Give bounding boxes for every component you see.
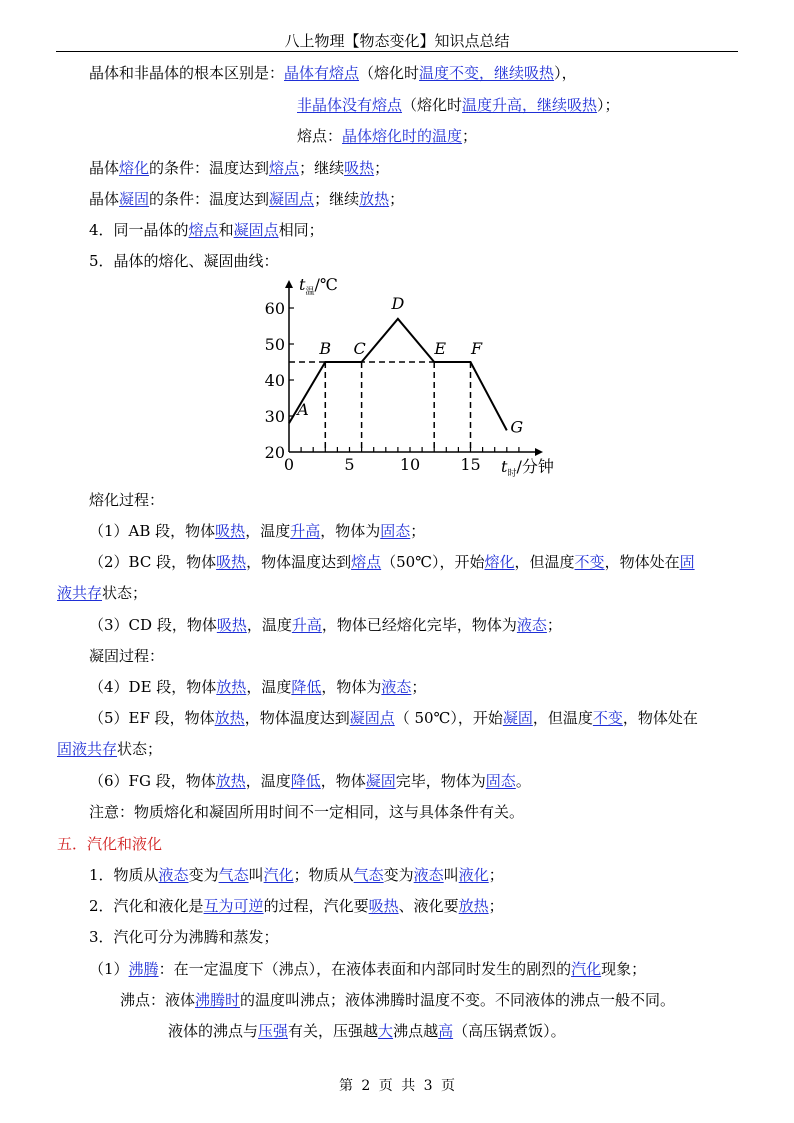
answer-blank: 温度不变，继续吸热 <box>419 64 555 82</box>
text-run: ；继续 <box>299 159 345 177</box>
text-run: 熔化过程： <box>89 491 165 509</box>
text-line <box>297 126 477 146</box>
answer-blank: 熔化 <box>484 553 515 571</box>
text-run: 状态； <box>102 584 148 602</box>
answer-blank: 不变 <box>592 709 623 727</box>
text-run: 沸点越 <box>393 1022 439 1040</box>
text-run: 相同； <box>278 221 324 239</box>
text-run: 变为 <box>383 866 414 884</box>
answer-blank: 熔点 <box>269 159 300 177</box>
answer-blank: 气态 <box>218 866 249 884</box>
header-divider <box>56 51 738 52</box>
answer-blank: 吸热 <box>368 897 399 915</box>
text-line <box>89 896 504 916</box>
x-axis-symbol: t <box>501 457 508 476</box>
answer-blank: 液共存 <box>57 584 103 602</box>
text-run: ； <box>488 897 504 915</box>
answer-blank: 固液共存 <box>57 740 118 758</box>
answer-blank: 吸热 <box>344 159 375 177</box>
text-run: 的温度叫沸点；液体沸腾时温度不变。不同液体的沸点一般不同。 <box>240 991 676 1009</box>
answer-blank: 液化 <box>458 866 489 884</box>
answer-blank: 吸热 <box>215 522 246 540</box>
y-tick-label: 30 <box>264 407 285 426</box>
text-run: ，温度 <box>245 522 291 540</box>
answer-blank: 凝固 <box>365 772 396 790</box>
text-run: 完毕，物体为 <box>395 772 486 790</box>
text-line <box>89 615 562 635</box>
answer-blank: 非晶体没有熔点 <box>297 96 403 114</box>
answer-blank: 放热 <box>359 190 390 208</box>
text-run: 叫 <box>248 866 264 884</box>
text-run: 沸点：液体 <box>120 991 196 1009</box>
y-axis-label <box>299 275 338 297</box>
text-run: ； <box>546 616 562 634</box>
answer-blank: 液态 <box>413 866 444 884</box>
text-run: （6）FG 段，物体 <box>89 772 216 790</box>
answer-blank: 熔化 <box>119 159 150 177</box>
text-run: ，物体处在 <box>622 709 698 727</box>
answer-blank: 放热 <box>215 772 246 790</box>
text-line <box>89 646 164 666</box>
y-tick-label: 50 <box>264 335 285 354</box>
text-run: （1）AB 段，物体 <box>89 522 216 540</box>
answer-blank: 液态 <box>158 866 189 884</box>
answer-blank: 放热 <box>214 709 245 727</box>
text-line <box>120 990 675 1010</box>
text-line <box>89 63 577 83</box>
point-label-C: C <box>353 339 366 358</box>
text-run: 注意：物质熔化和凝固所用时间不一定相同，这与具体条件有关。 <box>89 803 525 821</box>
text-run: ，物体 <box>320 772 366 790</box>
answer-blank: 升高 <box>290 522 321 540</box>
text-run: 5．晶体的熔化、凝固曲线： <box>89 252 279 270</box>
point-label-A: A <box>297 400 309 420</box>
answer-blank: 凝固点 <box>349 709 395 727</box>
text-run: ，温度 <box>246 616 292 634</box>
y-axis-arrow <box>285 280 293 288</box>
text-run: ，物体处在 <box>604 553 680 571</box>
text-line <box>89 802 524 822</box>
text-run: ； <box>488 866 504 884</box>
point-label-F: F <box>470 339 483 358</box>
y-axis-unit: /℃ <box>314 275 338 294</box>
text-line <box>89 220 324 240</box>
x-axis-label <box>501 457 554 479</box>
text-run: ，温度 <box>246 678 292 696</box>
text-run: 有关，压强越 <box>288 1022 379 1040</box>
point-label-B: B <box>319 339 332 358</box>
y-tick-label: 20 <box>264 443 285 462</box>
answer-blank: 凝固 <box>502 709 533 727</box>
x-tick-label: 15 <box>460 455 481 474</box>
text-line <box>89 708 698 728</box>
text-run: 1．物质从 <box>89 866 159 884</box>
text-line <box>89 490 164 510</box>
answer-blank: 晶体有熔点 <box>284 64 360 82</box>
text-run: 状态； <box>117 740 163 758</box>
answer-blank: 凝固点 <box>269 190 315 208</box>
answer-blank: 放热 <box>458 897 489 915</box>
point-label-D: D <box>391 293 405 313</box>
x-axis-unit: /分钟 <box>516 457 554 476</box>
text-line <box>89 927 279 947</box>
text-run: ； <box>411 678 427 696</box>
text-run: 凝固过程： <box>89 647 165 665</box>
text-run: ； <box>389 190 405 208</box>
answer-blank: 互为可逆 <box>203 897 264 915</box>
answer-blank: 沸腾 <box>128 960 159 978</box>
text-run: ；物质从 <box>293 866 354 884</box>
text-run: 和 <box>218 221 234 239</box>
text-line <box>57 834 162 854</box>
text-line <box>297 95 620 115</box>
answer-blank: 降低 <box>291 678 322 696</box>
answer-blank: 晶体熔化时的温度 <box>342 127 463 145</box>
text-line <box>89 251 279 271</box>
answer-blank: 汽化 <box>571 960 602 978</box>
text-run: ； <box>410 522 426 540</box>
text-run: （5）EF 段，物体 <box>89 709 215 727</box>
section-heading: 五．汽化和液化 <box>57 835 163 853</box>
x-tick-label: 0 <box>283 455 295 474</box>
text-run: 晶体 <box>89 190 120 208</box>
text-run: ，物体温度达到 <box>246 553 352 571</box>
text-line <box>168 1021 566 1041</box>
text-run: （1） <box>89 960 129 978</box>
answer-blank: 沸腾时 <box>195 991 241 1009</box>
point-label-E: E <box>434 339 447 358</box>
x-axis-arrow <box>535 448 543 456</box>
text-run: ，物体为 <box>320 522 381 540</box>
answer-blank: 温度升高，继续吸热 <box>462 96 598 114</box>
answer-blank: 降低 <box>290 772 321 790</box>
text-line <box>89 552 695 572</box>
text-run: （4）DE 段，物体 <box>89 678 217 696</box>
text-run: 的条件：温度达到 <box>149 159 270 177</box>
answer-blank: 放热 <box>216 678 247 696</box>
y-axis-subscript: 温 <box>305 287 315 297</box>
text-line <box>57 739 162 759</box>
text-run: ；继续 <box>314 190 360 208</box>
answer-blank: 固态 <box>485 772 516 790</box>
answer-blank: 压强 <box>258 1022 289 1040</box>
text-run: 液体的沸点与 <box>168 1022 259 1040</box>
text-run: ，物体已经熔化完毕，物体为 <box>321 616 517 634</box>
answer-blank: 固 <box>679 553 695 571</box>
answer-blank: 升高 <box>291 616 322 634</box>
x-tick-label: 10 <box>399 455 421 474</box>
text-run: 。 <box>515 772 531 790</box>
text-run: ，但温度 <box>514 553 575 571</box>
text-line <box>89 521 425 541</box>
text-line <box>89 189 404 209</box>
answer-blank: 不变 <box>574 553 605 571</box>
text-run: 3．汽化可分为沸腾和蒸发； <box>89 928 279 946</box>
text-run: 现象； <box>601 960 647 978</box>
text-run: ，物体为 <box>321 678 382 696</box>
text-run: ）； <box>597 96 620 114</box>
text-line <box>57 583 147 603</box>
text-run: （ 50℃），开始 <box>394 709 503 727</box>
text-run: 变为 <box>188 866 219 884</box>
x-axis-subscript: 时 <box>507 469 517 479</box>
answer-blank: 熔点 <box>351 553 382 571</box>
text-run: 4．同一晶体的 <box>89 221 189 239</box>
text-run: （熔化时 <box>359 64 420 82</box>
text-line <box>89 677 426 697</box>
text-run: 2．汽化和液化是 <box>89 897 204 915</box>
text-run: 熔点： <box>297 127 343 145</box>
text-run: 的过程，汽化要 <box>263 897 369 915</box>
text-line <box>89 771 531 791</box>
answer-blank: 高 <box>438 1022 454 1040</box>
page-footer: 第 2 页 共 3 页 <box>338 1078 456 1094</box>
answer-blank: 大 <box>378 1022 394 1040</box>
text-run: ）， <box>554 64 577 82</box>
y-tick-label: 60 <box>264 299 285 318</box>
text-run: 晶体 <box>89 159 120 177</box>
answer-blank: 气态 <box>353 866 384 884</box>
text-run: ； <box>374 159 390 177</box>
answer-blank: 凝固点 <box>233 221 279 239</box>
text-run: （50℃），开始 <box>381 553 485 571</box>
text-run: 的条件：温度达到 <box>149 190 270 208</box>
point-label-G: G <box>510 417 524 437</box>
text-run: （熔化时 <box>402 96 463 114</box>
text-line <box>89 158 389 178</box>
text-run: （2）BC 段，物体 <box>89 553 217 571</box>
answer-blank: 固态 <box>380 522 411 540</box>
temperature-curve <box>289 319 507 431</box>
melting-solidification-chart <box>255 272 575 482</box>
answer-blank: 凝固 <box>119 190 150 208</box>
y-axis-symbol: t <box>299 275 306 294</box>
page-header-title: 八上物理【物态变化】知识点总结 <box>284 32 510 50</box>
text-run: ：在一定温度下（沸点），在液体表面和内部同时发生的剧烈的 <box>158 960 572 978</box>
answer-blank: 熔点 <box>188 221 219 239</box>
text-run: （3）CD 段，物体 <box>89 616 217 634</box>
text-line <box>89 865 504 885</box>
text-run: ； <box>462 127 478 145</box>
text-run: ，但温度 <box>532 709 593 727</box>
text-run: 叫 <box>443 866 459 884</box>
text-run: 、液化要 <box>398 897 459 915</box>
text-run: 晶体和非晶体的根本区别是： <box>89 64 285 82</box>
answer-blank: 液态 <box>381 678 412 696</box>
y-tick-label: 40 <box>264 371 285 390</box>
answer-blank: 汽化 <box>263 866 294 884</box>
answer-blank: 吸热 <box>216 553 247 571</box>
text-run: ，物体温度达到 <box>244 709 350 727</box>
answer-blank: 吸热 <box>216 616 247 634</box>
answer-blank: 液态 <box>516 616 547 634</box>
text-line <box>89 959 646 979</box>
text-run: （高压锅煮饭）。 <box>453 1022 566 1040</box>
x-tick-label: 5 <box>344 455 355 474</box>
text-run: ，温度 <box>245 772 291 790</box>
